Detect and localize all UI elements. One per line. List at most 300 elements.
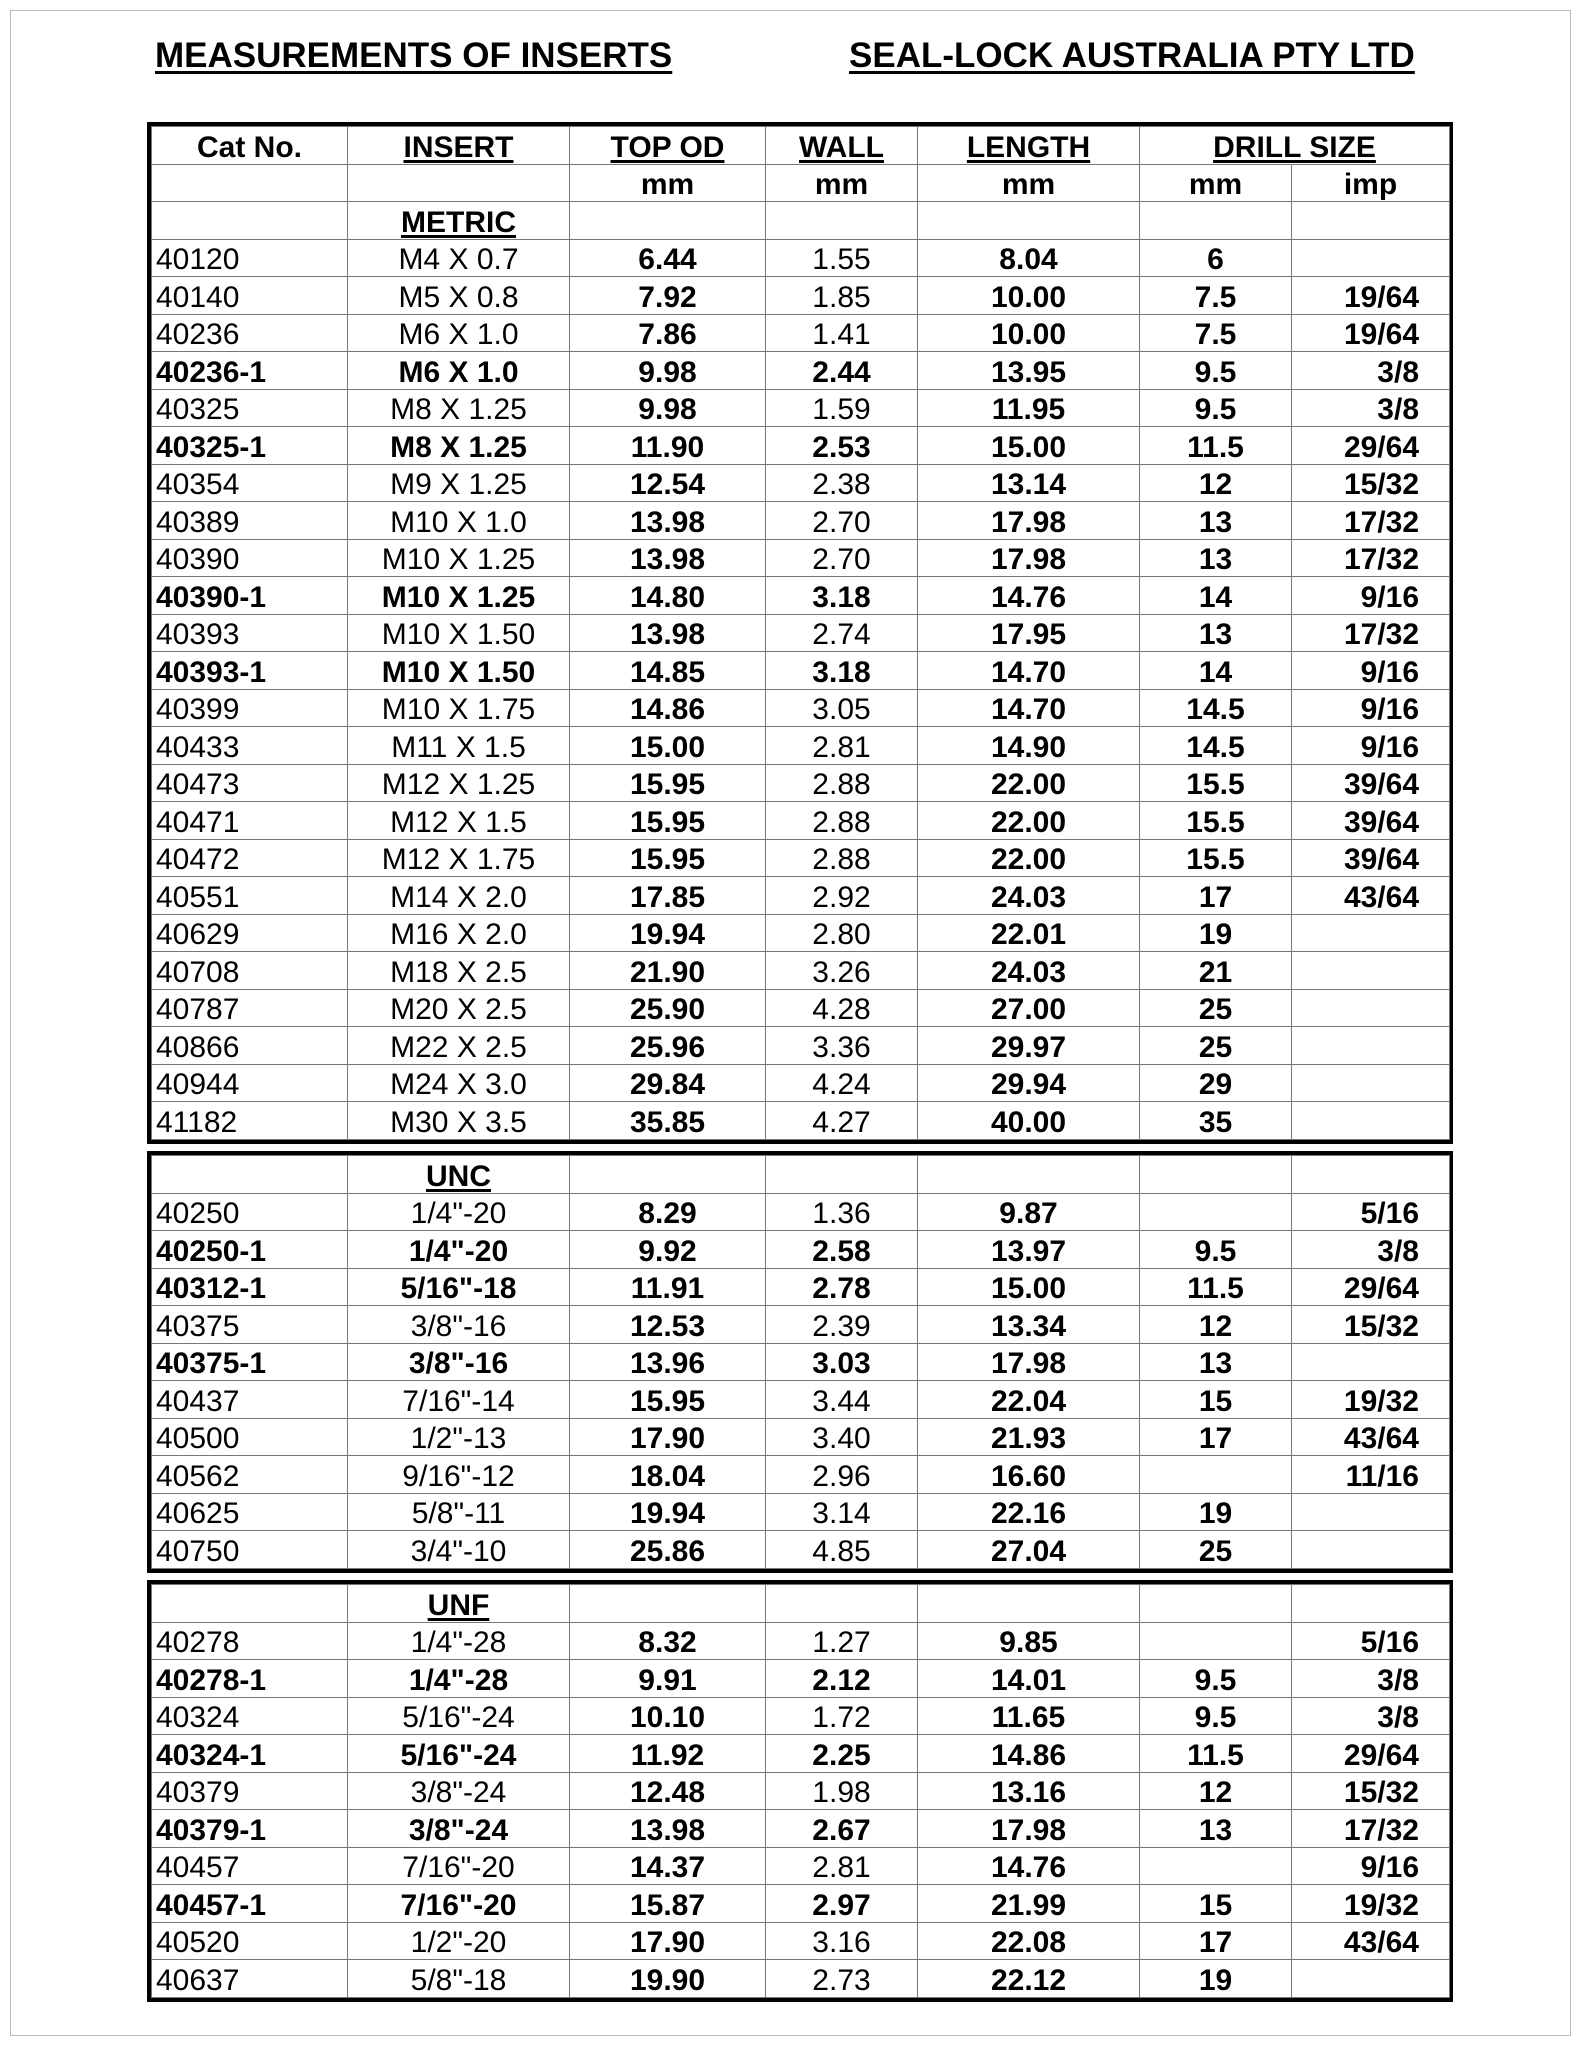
unc-table-body [152, 1156, 1450, 1569]
wall-cell: 2.88 [766, 839, 918, 877]
drill-imp-cell: 19/32 [1292, 1381, 1450, 1419]
insert-cell: 3/4"-10 [348, 1531, 570, 1569]
wall-cell: 2.81 [766, 1847, 918, 1885]
length-cell: 8.04 [918, 239, 1140, 277]
drill-mm-cell: 11.5 [1140, 1735, 1292, 1773]
insert-cell: M22 X 2.5 [348, 1027, 570, 1065]
table-row [152, 389, 1450, 427]
table-row [152, 577, 1450, 615]
top-od-cell: 25.86 [570, 1531, 766, 1569]
drill-mm-cell: 9.5 [1140, 1231, 1292, 1269]
length-cell: 22.12 [918, 1960, 1140, 1998]
top-od-cell: 14.86 [570, 689, 766, 727]
length-cell: 21.93 [918, 1418, 1140, 1456]
wall-cell: 3.03 [766, 1343, 918, 1381]
insert-cell: 3/8"-16 [348, 1306, 570, 1344]
drill-imp-cell: 11/16 [1292, 1456, 1450, 1494]
table-row [152, 1306, 1450, 1344]
drill-imp-cell: 3/8 [1292, 1660, 1450, 1698]
length-cell: 13.95 [918, 352, 1140, 390]
drill-imp-cell [1292, 1493, 1450, 1531]
insert-cell: M10 X 1.50 [348, 652, 570, 690]
table-row [152, 1697, 1450, 1735]
length-cell: 14.90 [918, 727, 1140, 765]
drill-mm-cell: 14.5 [1140, 689, 1292, 727]
wall-cell: 2.70 [766, 539, 918, 577]
wall-cell: 2.81 [766, 727, 918, 765]
length-cell: 14.70 [918, 652, 1140, 690]
drill-imp-cell: 9/16 [1292, 689, 1450, 727]
table-row [152, 989, 1450, 1027]
drill-imp-cell: 5/16 [1292, 1622, 1450, 1660]
length-cell: 14.76 [918, 1847, 1140, 1885]
insert-cell: 5/16"-18 [348, 1268, 570, 1306]
drill-imp-cell [1292, 1102, 1450, 1140]
cat-cell: 40437 [152, 1381, 348, 1419]
cat-cell: 40250 [152, 1193, 348, 1231]
table-row [152, 539, 1450, 577]
drill-mm-cell: 12 [1140, 1306, 1292, 1344]
length-cell: 9.85 [918, 1622, 1140, 1660]
drill-mm-cell: 12 [1140, 1772, 1292, 1810]
cat-cell: 40236 [152, 314, 348, 352]
wall-cell: 1.98 [766, 1772, 918, 1810]
drill-mm-cell [1140, 1847, 1292, 1885]
table-row [152, 1193, 1450, 1231]
top-od-cell: 13.98 [570, 614, 766, 652]
top-od-cell: 7.86 [570, 314, 766, 352]
cat-cell: 40389 [152, 502, 348, 540]
insert-cell: 5/16"-24 [348, 1735, 570, 1773]
insert-cell: M8 X 1.25 [348, 389, 570, 427]
insert-cell: M10 X 1.50 [348, 614, 570, 652]
wall-cell: 2.12 [766, 1660, 918, 1698]
top-od-cell: 13.98 [570, 502, 766, 540]
drill-mm-cell: 13 [1140, 539, 1292, 577]
cat-cell: 40520 [152, 1922, 348, 1960]
wall-cell: 2.70 [766, 502, 918, 540]
drill-imp-cell [1292, 239, 1450, 277]
insert-cell: M10 X 1.25 [348, 539, 570, 577]
cat-cell: 40393-1 [152, 652, 348, 690]
drill-mm-cell: 6 [1140, 239, 1292, 277]
length-cell: 16.60 [918, 1456, 1140, 1494]
drill-mm-cell: 7.5 [1140, 314, 1292, 352]
table-row [152, 802, 1450, 840]
drill-mm-cell [1140, 1193, 1292, 1231]
cat-cell: 40379-1 [152, 1810, 348, 1848]
drill-imp-cell: 17/32 [1292, 1810, 1450, 1848]
drill-imp-cell: 17/32 [1292, 502, 1450, 540]
length-cell: 22.08 [918, 1922, 1140, 1960]
wall-cell: 3.16 [766, 1922, 918, 1960]
length-cell: 13.16 [918, 1772, 1140, 1810]
wall-cell: 3.44 [766, 1381, 918, 1419]
drill-mm-cell: 13 [1140, 1343, 1292, 1381]
wall-cell: 2.88 [766, 802, 918, 840]
cat-cell: 40399 [152, 689, 348, 727]
top-od-cell: 9.98 [570, 352, 766, 390]
top-od-cell: 11.90 [570, 427, 766, 465]
table-row [152, 1810, 1450, 1848]
insert-cell: M12 X 1.75 [348, 839, 570, 877]
length-cell: 15.00 [918, 427, 1140, 465]
drill-imp-cell: 3/8 [1292, 1231, 1450, 1269]
top-od-cell: 11.92 [570, 1735, 766, 1773]
wall-cell: 1.72 [766, 1697, 918, 1735]
drill-imp-cell [1292, 952, 1450, 990]
section-title: METRIC [348, 202, 570, 240]
drill-mm-cell: 7.5 [1140, 277, 1292, 315]
cat-cell: 40637 [152, 1960, 348, 1998]
drill-mm-cell: 14 [1140, 652, 1292, 690]
insert-cell: M12 X 1.25 [348, 764, 570, 802]
length-cell: 14.70 [918, 689, 1140, 727]
drill-mm-cell: 11.5 [1140, 1268, 1292, 1306]
wall-cell: 2.38 [766, 464, 918, 502]
cat-cell: 40457-1 [152, 1885, 348, 1923]
cat-cell: 40457 [152, 1847, 348, 1885]
top-od-cell: 7.92 [570, 277, 766, 315]
drill-imp-cell: 19/32 [1292, 1885, 1450, 1923]
length-cell: 13.34 [918, 1306, 1140, 1344]
top-od-cell: 15.95 [570, 764, 766, 802]
drill-imp-cell [1292, 1064, 1450, 1102]
drill-mm-cell [1140, 1622, 1292, 1660]
top-od-cell: 9.91 [570, 1660, 766, 1698]
wall-cell: 1.85 [766, 277, 918, 315]
cat-cell: 40472 [152, 839, 348, 877]
cat-cell: 40471 [152, 802, 348, 840]
drill-imp-cell: 17/32 [1292, 539, 1450, 577]
top-od-cell: 12.48 [570, 1772, 766, 1810]
insert-cell: M6 X 1.0 [348, 352, 570, 390]
unit-drill-mm: mm [1140, 164, 1292, 202]
insert-cell: M12 X 1.5 [348, 802, 570, 840]
drill-imp-cell: 19/64 [1292, 277, 1450, 315]
top-od-cell: 9.98 [570, 389, 766, 427]
drill-mm-cell: 13 [1140, 502, 1292, 540]
table-row [152, 1885, 1450, 1923]
top-od-cell: 15.87 [570, 1885, 766, 1923]
drill-mm-cell: 25 [1140, 1027, 1292, 1065]
top-od-cell: 21.90 [570, 952, 766, 990]
top-od-cell: 6.44 [570, 239, 766, 277]
insert-cell: 1/2"-13 [348, 1418, 570, 1456]
top-od-cell: 17.85 [570, 877, 766, 915]
wall-cell: 2.78 [766, 1268, 918, 1306]
drill-imp-cell: 3/8 [1292, 352, 1450, 390]
insert-cell: 3/8"-24 [348, 1810, 570, 1848]
insert-cell: 1/2"-20 [348, 1922, 570, 1960]
col-header-length: LENGTH [918, 127, 1140, 165]
insert-cell: 1/4"-20 [348, 1231, 570, 1269]
wall-cell: 4.85 [766, 1531, 918, 1569]
drill-mm-cell: 9.5 [1140, 1697, 1292, 1735]
wall-cell: 4.28 [766, 989, 918, 1027]
drill-mm-cell: 15.5 [1140, 839, 1292, 877]
drill-imp-cell: 15/32 [1292, 1772, 1450, 1810]
wall-cell: 2.74 [766, 614, 918, 652]
drill-imp-cell [1292, 1343, 1450, 1381]
drill-mm-cell: 17 [1140, 1418, 1292, 1456]
drill-imp-cell: 29/64 [1292, 427, 1450, 465]
cat-cell: 40708 [152, 952, 348, 990]
length-cell: 22.00 [918, 802, 1140, 840]
col-header-top-od: TOP OD [570, 127, 766, 165]
insert-cell: 5/16"-24 [348, 1697, 570, 1735]
table-row [152, 952, 1450, 990]
length-cell: 29.97 [918, 1027, 1140, 1065]
cat-cell: 40325 [152, 389, 348, 427]
length-cell: 27.04 [918, 1531, 1140, 1569]
drill-imp-cell: 9/16 [1292, 1847, 1450, 1885]
length-cell: 29.94 [918, 1064, 1140, 1102]
table-row [152, 314, 1450, 352]
length-cell: 22.04 [918, 1381, 1140, 1419]
wall-cell: 3.26 [766, 952, 918, 990]
cat-cell: 40375 [152, 1306, 348, 1344]
table-row [152, 1418, 1450, 1456]
drill-mm-cell: 25 [1140, 989, 1292, 1027]
wall-cell: 3.14 [766, 1493, 918, 1531]
length-cell: 24.03 [918, 877, 1140, 915]
table-row [152, 1231, 1450, 1269]
section-title-row [152, 1585, 1450, 1623]
top-od-cell: 15.95 [570, 839, 766, 877]
top-od-cell: 19.94 [570, 914, 766, 952]
insert-cell: M20 X 2.5 [348, 989, 570, 1027]
drill-mm-cell: 9.5 [1140, 389, 1292, 427]
cat-cell: 40324 [152, 1697, 348, 1735]
drill-mm-cell: 15.5 [1140, 764, 1292, 802]
col-header-wall: WALL [766, 127, 918, 165]
unf-table-body [152, 1585, 1450, 1998]
top-od-cell: 13.98 [570, 1810, 766, 1848]
top-od-cell: 25.90 [570, 989, 766, 1027]
top-od-cell: 9.92 [570, 1231, 766, 1269]
insert-cell: M5 X 0.8 [348, 277, 570, 315]
top-od-cell: 17.90 [570, 1418, 766, 1456]
table-row [152, 1960, 1450, 1998]
length-cell: 24.03 [918, 952, 1140, 990]
drill-mm-cell: 14 [1140, 577, 1292, 615]
cat-cell: 40324-1 [152, 1735, 348, 1773]
insert-cell: M10 X 1.0 [348, 502, 570, 540]
drill-mm-cell: 13 [1140, 1810, 1292, 1848]
drill-mm-cell: 9.5 [1140, 1660, 1292, 1698]
drill-mm-cell: 15 [1140, 1381, 1292, 1419]
table-row [152, 502, 1450, 540]
length-cell: 22.00 [918, 839, 1140, 877]
length-cell: 22.01 [918, 914, 1140, 952]
insert-cell: M16 X 2.0 [348, 914, 570, 952]
table-row [152, 1456, 1450, 1494]
insert-cell: 1/4"-28 [348, 1622, 570, 1660]
top-od-cell: 11.91 [570, 1268, 766, 1306]
table-row [152, 914, 1450, 952]
drill-imp-cell [1292, 1027, 1450, 1065]
drill-mm-cell: 17 [1140, 877, 1292, 915]
cat-cell: 40944 [152, 1064, 348, 1102]
table-row [152, 1343, 1450, 1381]
insert-cell: M9 X 1.25 [348, 464, 570, 502]
drill-imp-cell: 3/8 [1292, 1697, 1450, 1735]
drill-imp-cell: 39/64 [1292, 839, 1450, 877]
cat-cell: 40354 [152, 464, 348, 502]
wall-cell: 2.58 [766, 1231, 918, 1269]
wall-cell: 1.55 [766, 239, 918, 277]
unf-table [147, 1580, 1453, 2002]
drill-mm-cell: 29 [1140, 1064, 1292, 1102]
top-od-cell: 14.37 [570, 1847, 766, 1885]
length-cell: 22.16 [918, 1493, 1140, 1531]
length-cell: 14.01 [918, 1660, 1140, 1698]
insert-cell: M10 X 1.25 [348, 577, 570, 615]
wall-cell: 1.59 [766, 389, 918, 427]
wall-cell: 2.67 [766, 1810, 918, 1848]
drill-mm-cell: 19 [1140, 1493, 1292, 1531]
drill-mm-cell: 21 [1140, 952, 1292, 990]
section-title-row [152, 202, 1450, 240]
length-cell: 13.14 [918, 464, 1140, 502]
top-od-cell: 15.95 [570, 802, 766, 840]
table-row [152, 1772, 1450, 1810]
cat-cell: 40312-1 [152, 1268, 348, 1306]
insert-cell: 7/16"-20 [348, 1885, 570, 1923]
table-row [152, 1493, 1450, 1531]
insert-cell: 1/4"-28 [348, 1660, 570, 1698]
unit-wall: mm [766, 164, 918, 202]
cat-cell: 40629 [152, 914, 348, 952]
table-row [152, 1735, 1450, 1773]
table-row [152, 1064, 1450, 1102]
drill-imp-cell [1292, 1531, 1450, 1569]
cat-cell: 41182 [152, 1102, 348, 1140]
top-od-cell: 15.00 [570, 727, 766, 765]
cat-cell: 40236-1 [152, 352, 348, 390]
wall-cell: 3.18 [766, 577, 918, 615]
cat-cell: 40379 [152, 1772, 348, 1810]
table-row [152, 652, 1450, 690]
length-cell: 22.00 [918, 764, 1140, 802]
length-cell: 10.00 [918, 277, 1140, 315]
drill-imp-cell [1292, 914, 1450, 952]
cat-cell: 40500 [152, 1418, 348, 1456]
cat-cell: 40433 [152, 727, 348, 765]
top-od-cell: 14.80 [570, 577, 766, 615]
drill-mm-cell: 19 [1140, 1960, 1292, 1998]
drill-imp-cell: 43/64 [1292, 877, 1450, 915]
length-cell: 11.65 [918, 1697, 1140, 1735]
insert-cell: 7/16"-14 [348, 1381, 570, 1419]
length-cell: 11.95 [918, 389, 1140, 427]
table-row [152, 1268, 1450, 1306]
cat-cell: 40375-1 [152, 1343, 348, 1381]
drill-mm-cell: 9.5 [1140, 352, 1292, 390]
top-od-cell: 18.04 [570, 1456, 766, 1494]
insert-cell: 7/16"-20 [348, 1847, 570, 1885]
top-od-cell: 8.32 [570, 1622, 766, 1660]
length-cell: 27.00 [918, 989, 1140, 1027]
table-row [152, 1102, 1450, 1140]
drill-mm-cell: 35 [1140, 1102, 1292, 1140]
length-cell: 17.98 [918, 502, 1140, 540]
insert-cell: 1/4"-20 [348, 1193, 570, 1231]
wall-cell: 4.24 [766, 1064, 918, 1102]
top-od-cell: 17.90 [570, 1922, 766, 1960]
drill-imp-cell: 19/64 [1292, 314, 1450, 352]
drill-imp-cell: 39/64 [1292, 764, 1450, 802]
cat-cell: 40562 [152, 1456, 348, 1494]
section-title: UNC [348, 1156, 570, 1194]
table-row [152, 1027, 1450, 1065]
top-od-cell: 19.94 [570, 1493, 766, 1531]
wall-cell: 2.25 [766, 1735, 918, 1773]
top-od-cell: 12.53 [570, 1306, 766, 1344]
length-cell: 40.00 [918, 1102, 1140, 1140]
section-title-row [152, 1156, 1450, 1194]
length-cell: 21.99 [918, 1885, 1140, 1923]
table-row [152, 839, 1450, 877]
cat-cell: 40393 [152, 614, 348, 652]
col-header-cat: Cat No. [152, 127, 348, 165]
table-row [152, 764, 1450, 802]
top-od-cell: 19.90 [570, 1960, 766, 1998]
insert-cell: M8 X 1.25 [348, 427, 570, 465]
drill-imp-cell: 39/64 [1292, 802, 1450, 840]
wall-cell: 1.36 [766, 1193, 918, 1231]
table-row [152, 427, 1450, 465]
wall-cell: 4.27 [766, 1102, 918, 1140]
drill-imp-cell: 15/32 [1292, 1306, 1450, 1344]
cat-cell: 40140 [152, 277, 348, 315]
drill-imp-cell: 5/16 [1292, 1193, 1450, 1231]
drill-imp-cell: 9/16 [1292, 727, 1450, 765]
units-row [152, 164, 1450, 202]
length-cell: 13.97 [918, 1231, 1140, 1269]
insert-cell: M24 X 3.0 [348, 1064, 570, 1102]
top-od-cell: 12.54 [570, 464, 766, 502]
cat-cell: 40625 [152, 1493, 348, 1531]
drill-imp-cell: 29/64 [1292, 1735, 1450, 1773]
table-row [152, 727, 1450, 765]
document-title: MEASUREMENTS OF INSERTS [155, 36, 673, 75]
cat-cell: 40473 [152, 764, 348, 802]
drill-mm-cell: 12 [1140, 464, 1292, 502]
insert-cell: 3/8"-16 [348, 1343, 570, 1381]
section-title: UNF [348, 1585, 570, 1623]
table-row [152, 464, 1450, 502]
cat-cell: 40866 [152, 1027, 348, 1065]
drill-imp-cell: 43/64 [1292, 1922, 1450, 1960]
table-row [152, 1847, 1450, 1885]
wall-cell: 3.36 [766, 1027, 918, 1065]
length-cell: 15.00 [918, 1268, 1140, 1306]
wall-cell: 2.96 [766, 1456, 918, 1494]
insert-cell: M11 X 1.5 [348, 727, 570, 765]
wall-cell: 2.97 [766, 1885, 918, 1923]
col-header-insert: INSERT [348, 127, 570, 165]
drill-mm-cell: 14.5 [1140, 727, 1292, 765]
top-od-cell: 35.85 [570, 1102, 766, 1140]
unit-length: mm [918, 164, 1140, 202]
length-cell: 14.86 [918, 1735, 1140, 1773]
table-row [152, 239, 1450, 277]
top-od-cell: 29.84 [570, 1064, 766, 1102]
drill-mm-cell: 11.5 [1140, 427, 1292, 465]
length-cell: 17.98 [918, 1343, 1140, 1381]
